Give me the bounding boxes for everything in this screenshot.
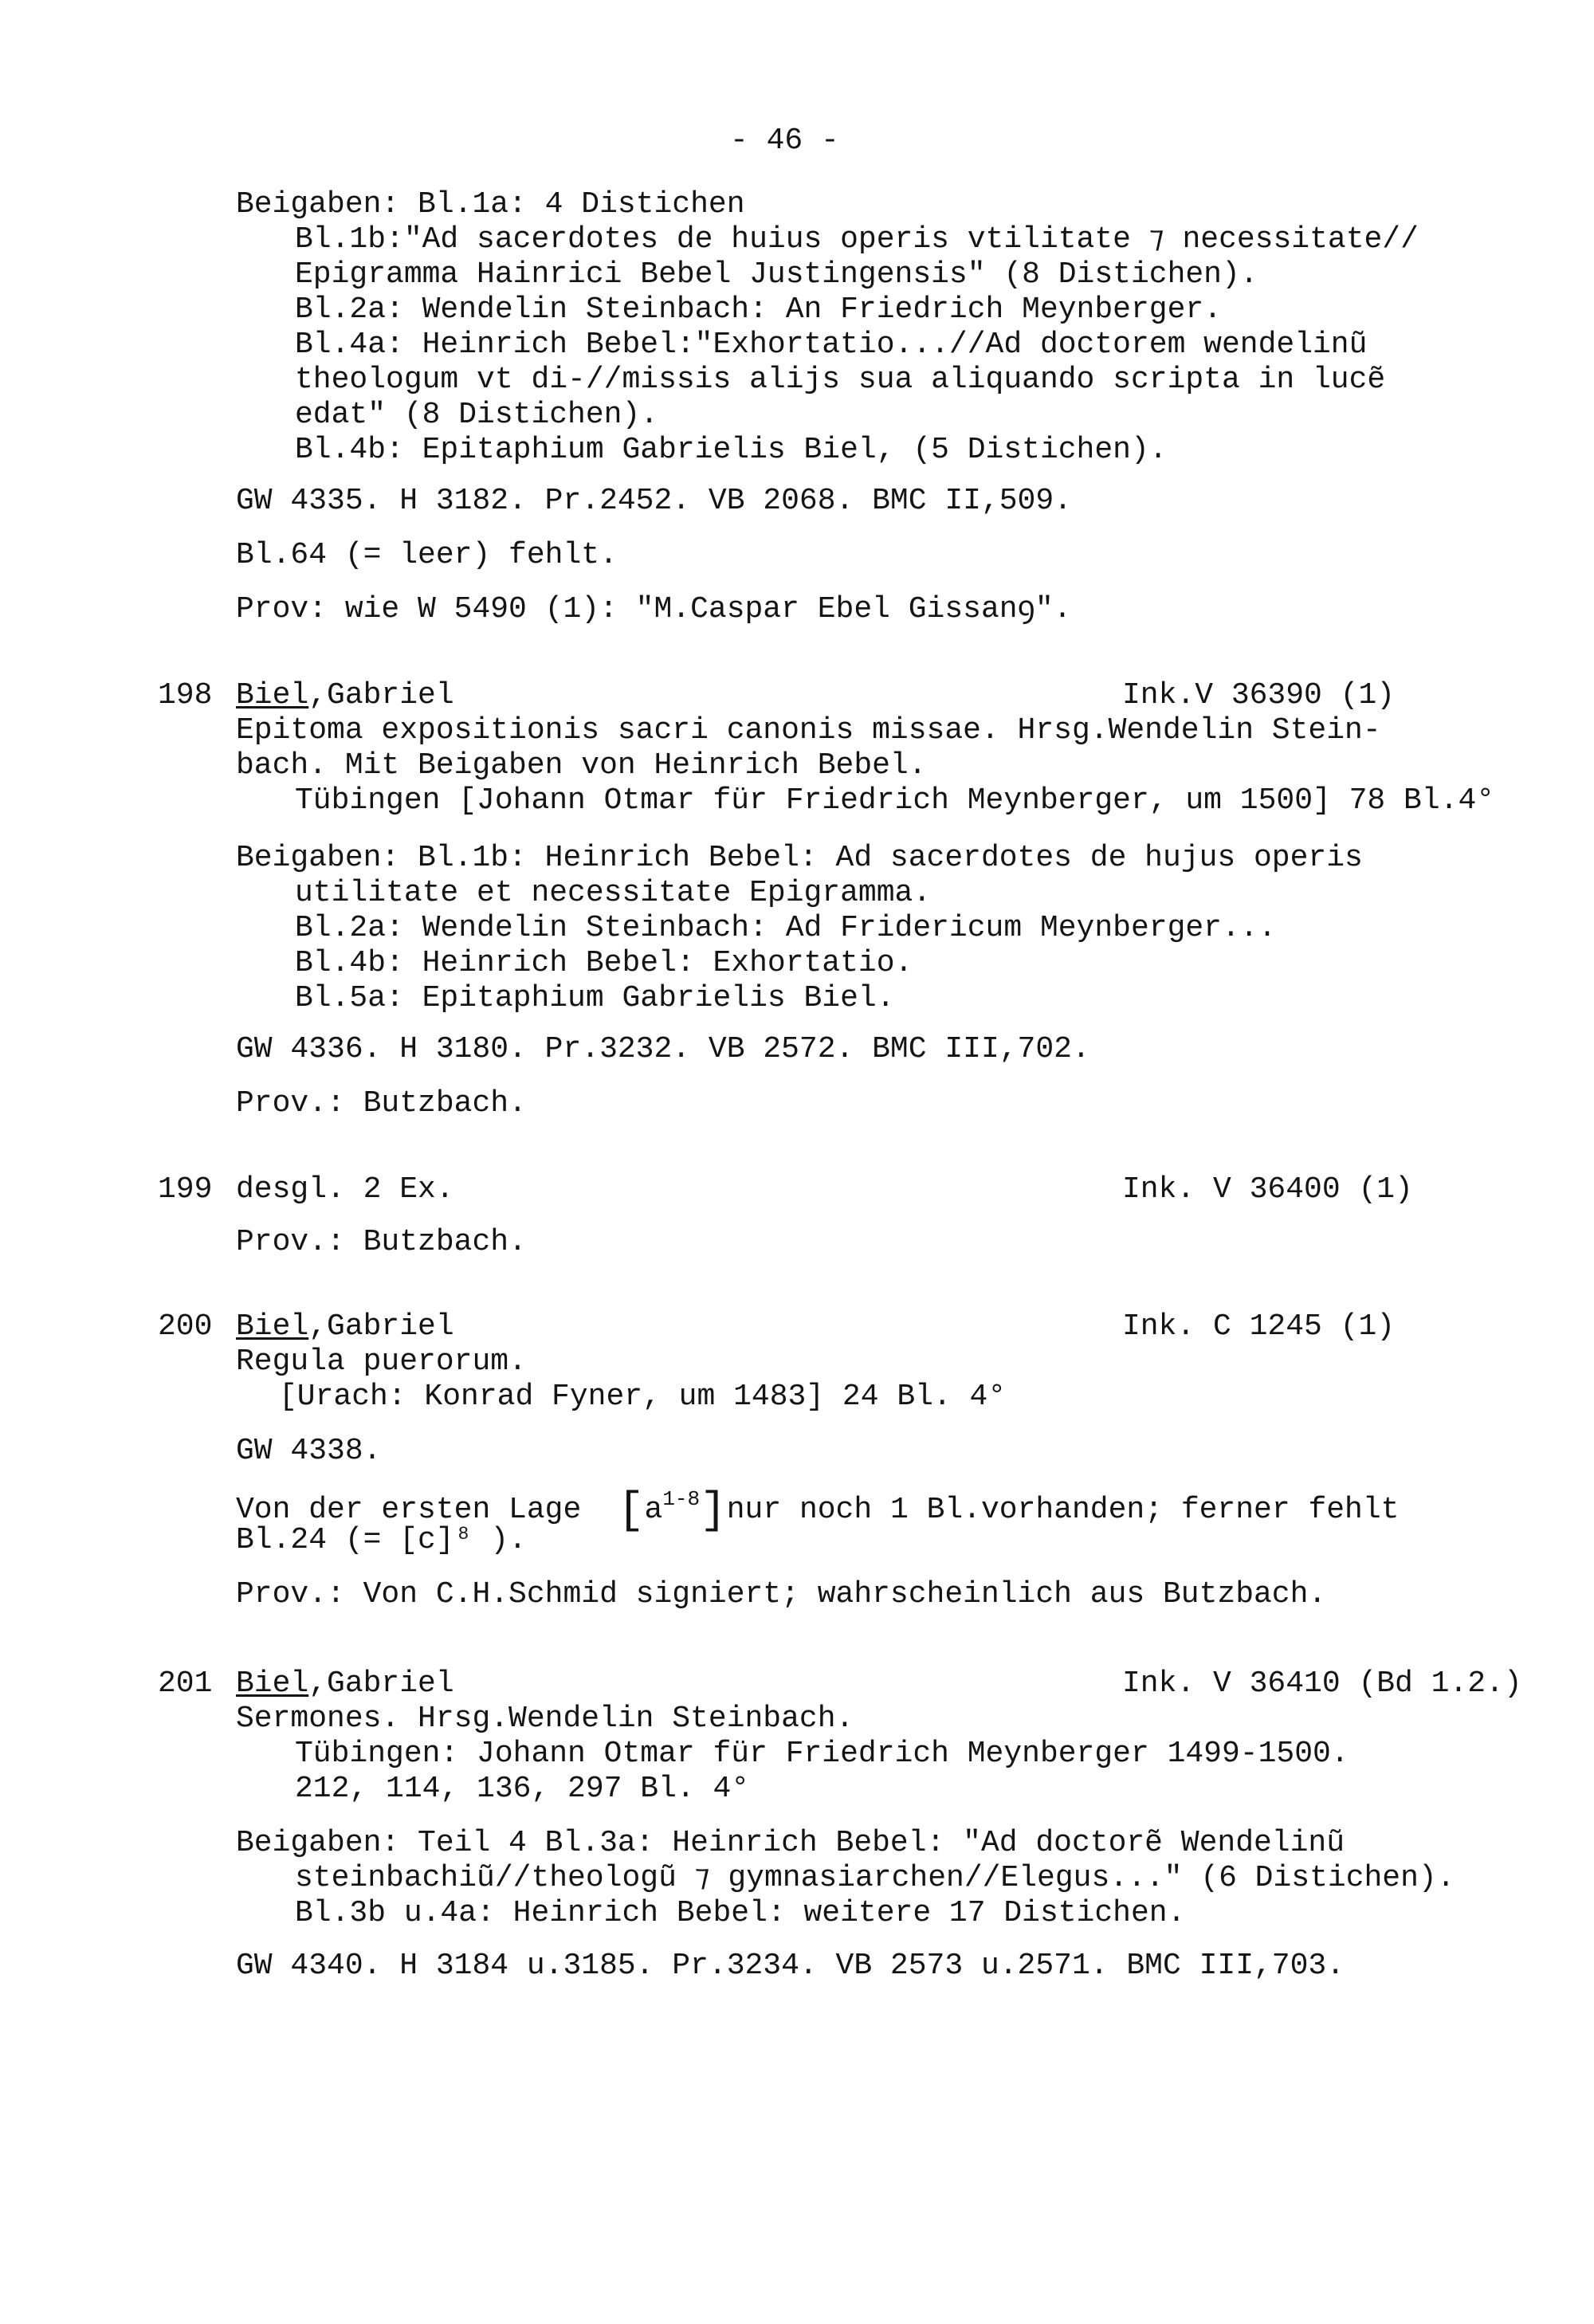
collation-suffix: nur noch 1 Bl.vorhanden; ferner fehlt bbox=[726, 1493, 1400, 1527]
entry-number: 201 bbox=[158, 1666, 213, 1701]
bracket-close: ] bbox=[700, 1485, 727, 1536]
text-line: Bl.2a: Wendelin Steinbach: Ad Fridericum Meynberger... bbox=[295, 911, 1277, 945]
collation-line: 212, 114, 136, 297 Bl. 4° bbox=[295, 1772, 750, 1806]
shelf-signature: Ink. C 1245 (1) bbox=[1122, 1309, 1396, 1344]
text-line: Bl.4b: Heinrich Bebel: Exhortatio. bbox=[295, 946, 913, 980]
provenance-line: Prov.: Butzbach. bbox=[236, 1225, 527, 1259]
text-line: Epigramma Hainrici Bebel Justingensis" (8 Distichen). bbox=[295, 257, 1258, 292]
provenance-line: Prov: wie W 5490 (1): "M.Caspar Ebel Gissanꝯ". bbox=[236, 592, 1072, 626]
quire-superscript: 1-8 bbox=[662, 1487, 701, 1511]
citation-line: GW 4336. H 3180. Pr.3232. VB 2572. BMC III,702. bbox=[236, 1032, 1090, 1066]
collation-note-line2: Bl.24 (= [c]⁸ ). bbox=[236, 1523, 527, 1557]
imprint-line: Tübingen [Johann Otmar für Friedrich Meynberger, um 1500] 78 Bl.4° bbox=[295, 783, 1495, 818]
text-line: Beigaben: Teil 4 Bl.3a: Heinrich Bebel: "Ad doctorẽ Wendelinũ bbox=[236, 1826, 1345, 1860]
text-line: Bl.1b:"Ad sacerdotes de huius operis vtilitate ⁊ necessitate// bbox=[295, 222, 1419, 257]
bracket-open: [ bbox=[617, 1485, 645, 1536]
entry-author: desgl. 2 Ex. bbox=[236, 1172, 454, 1207]
quire-letter: a bbox=[644, 1493, 663, 1527]
text-line: Bl.3b u.4a: Heinrich Bebel: weitere 17 Distichen. bbox=[295, 1896, 1186, 1930]
text-line: utilitate et necessitate Epigramma. bbox=[295, 876, 932, 910]
entry-author bbox=[236, 679, 454, 713]
imprint-line: Tübingen: Johann Otmar für Friedrich Meynberger 1499-1500. bbox=[295, 1737, 1349, 1771]
author-forename: ,Gabriel bbox=[308, 678, 454, 713]
entry-author bbox=[236, 1667, 454, 1701]
text-line: Beigaben: Bl.1a: 4 Distichen bbox=[236, 187, 745, 222]
author-forename: ,Gabriel bbox=[308, 1666, 454, 1701]
provenance-line: Prov.: Von C.H.Schmid signiert; wahrscheinlich aus Butzbach. bbox=[236, 1577, 1327, 1611]
citation-line: GW 4335. H 3182. Pr.2452. VB 2068. BMC II,509. bbox=[236, 484, 1072, 518]
citation-line: GW 4338. bbox=[236, 1434, 382, 1468]
text-line: steinbachiũ//theologũ ⁊ gymnasiarchen//Elegus..." (6 Distichen). bbox=[295, 1861, 1455, 1895]
imprint-line: [Urach: Konrad Fyner, um 1483] 24 Bl. 4° bbox=[279, 1380, 1007, 1414]
author-forename: ,Gabriel bbox=[308, 1309, 454, 1344]
shelf-signature: Ink.V 36390 (1) bbox=[1122, 678, 1396, 713]
text-line: Bl.5a: Epitaphium Gabrielis Biel. bbox=[295, 981, 895, 1015]
entry-number: 200 bbox=[158, 1309, 213, 1344]
text-line: Bl.4a: Heinrich Bebel:"Exhortatio...//Ad doctorem wendelinũ bbox=[295, 328, 1368, 362]
text-line: Bl.4b: Epitaphium Gabrielis Biel, (5 Distichen). bbox=[295, 433, 1168, 467]
author-surname: Biel bbox=[236, 1666, 309, 1701]
text-line: Beigaben: Bl.1b: Heinrich Bebel: Ad sacerdotes de hujus operis bbox=[236, 841, 1363, 875]
author-surname: Biel bbox=[236, 678, 309, 713]
title-line: Sermones. Hrsg.Wendelin Steinbach. bbox=[236, 1702, 854, 1736]
provenance-line: Prov.: Butzbach. bbox=[236, 1086, 527, 1121]
shelf-signature: Ink. V 36400 (1) bbox=[1122, 1172, 1413, 1207]
collation-prefix: Von der ersten Lage bbox=[236, 1493, 582, 1527]
author-surname: Biel bbox=[236, 1309, 309, 1344]
title-line: Regula puerorum. bbox=[236, 1345, 527, 1379]
text-line: edat" (8 Distichen). bbox=[295, 398, 659, 432]
text-line: Bl.64 (= leer) fehlt. bbox=[236, 538, 618, 572]
text-line: theologum vt di-//missis alijs sua aliquando scripta in lucẽ bbox=[295, 363, 1386, 397]
entry-author bbox=[236, 1310, 454, 1344]
page-number: - 46 - bbox=[730, 124, 839, 158]
title-line: Epitoma expositionis sacri canonis missae. Hrsg.Wendelin Stein- bbox=[236, 713, 1381, 748]
entry-number: 198 bbox=[158, 678, 213, 713]
text-line: Bl.2a: Wendelin Steinbach: An Friedrich Meynberger. bbox=[295, 292, 1222, 327]
entry-number: 199 bbox=[158, 1172, 213, 1207]
title-line: bach. Mit Beigaben von Heinrich Bebel. bbox=[236, 748, 927, 783]
shelf-signature: Ink. V 36410 (Bd 1.2.) bbox=[1122, 1666, 1522, 1701]
citation-line: GW 4340. H 3184 u.3185. Pr.3234. VB 2573 u.2571. BMC III,703. bbox=[236, 1949, 1345, 1983]
